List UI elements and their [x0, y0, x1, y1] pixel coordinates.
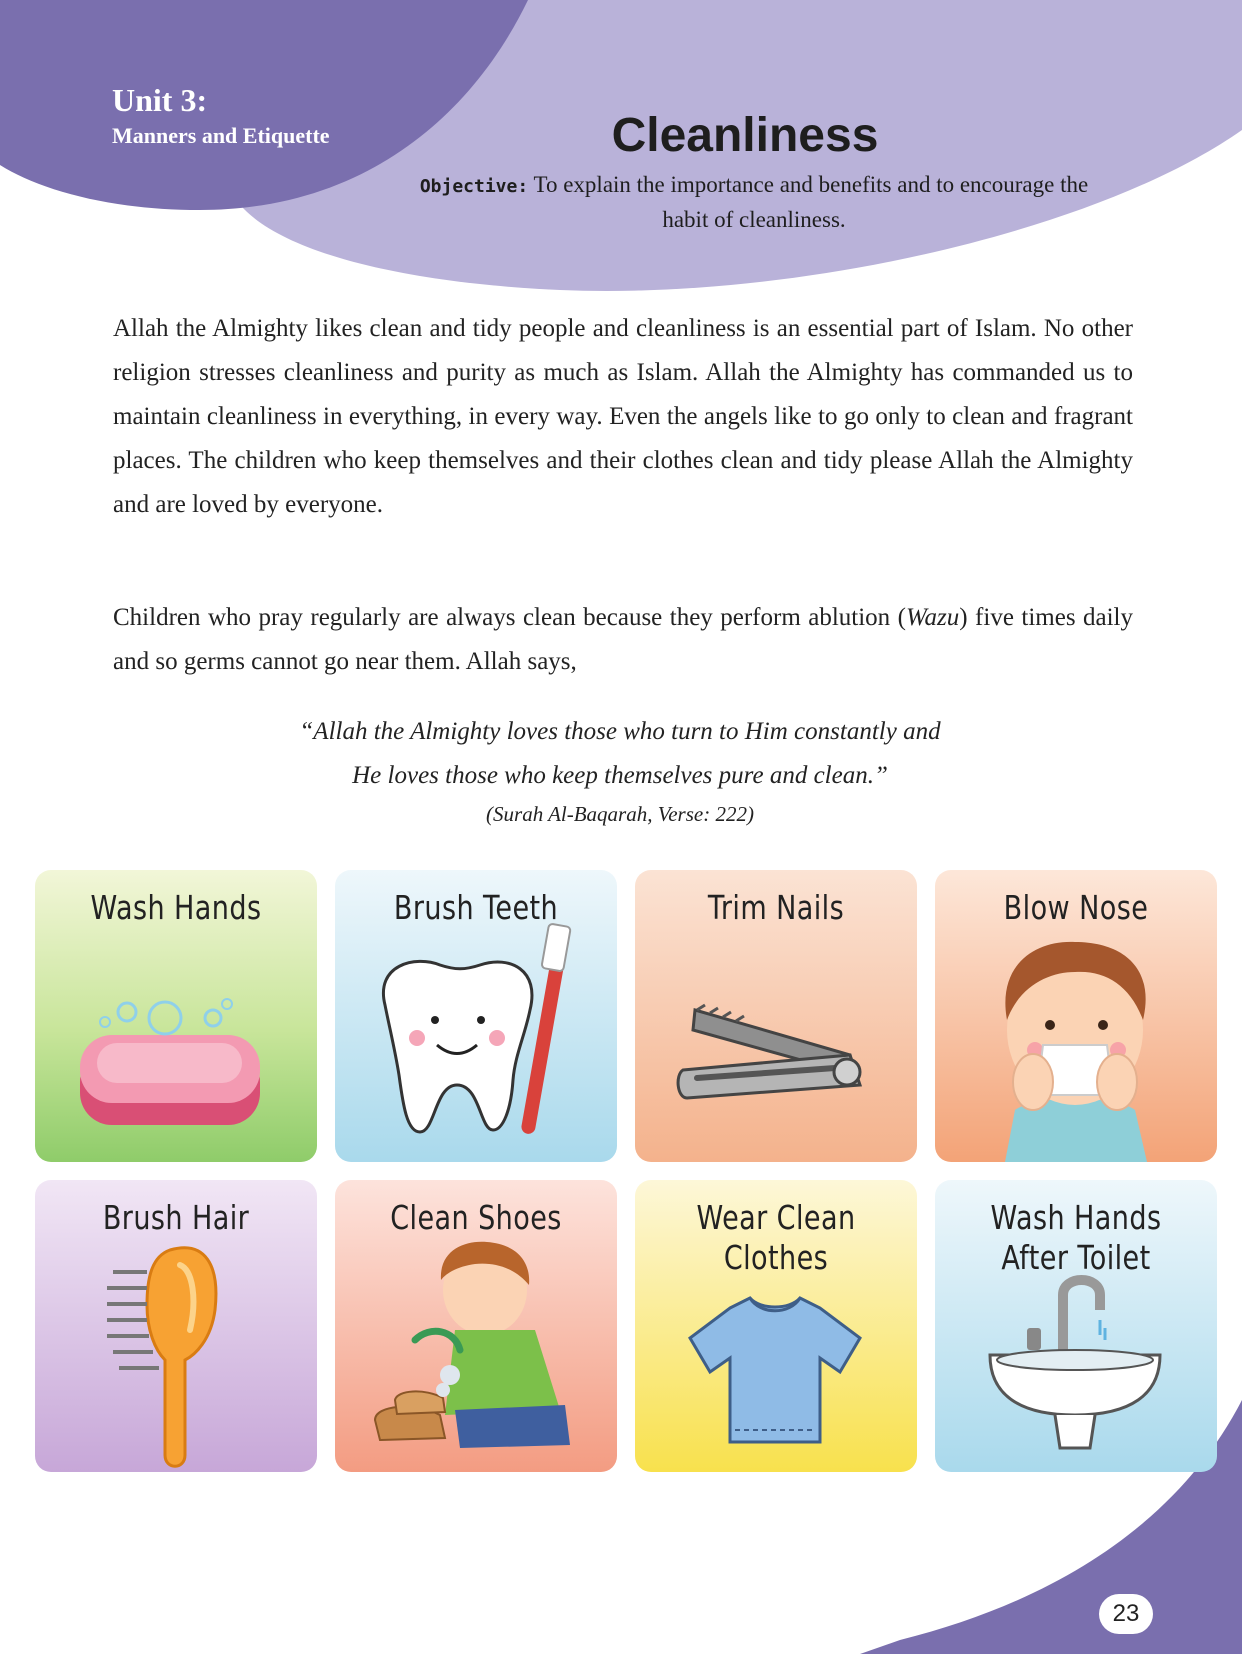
card-wash-hands-after-toilet — [935, 1180, 1217, 1472]
wazu-paragraph — [113, 596, 1133, 684]
wazu-paragraph-end: ) five times daily and so germs cannot go near them. Allah says, — [113, 604, 1134, 675]
card-wear-clean-clothes — [635, 1180, 917, 1472]
wazu-paragraph-start: Children who pray regularly are always clean because they perform ablution ( — [113, 604, 906, 631]
intro-paragraph: Allah the Almighty likes clean and tidy people and cleanliness is an essential part of Islam. No other religion stresses cleanliness and purity as much as Islam. Allah the Almighty has commanded us to maintain cleanliness in everything, in every way. Even the angels like to go only to clean and fragrant places. The children who keep themselves and their clothes clean and tidy please Allah the Almighty and are loved by everyone. — [113, 315, 1133, 518]
quran-quote — [180, 710, 1060, 798]
objective-text: To explain the importance and benefits and to encourage the habit of cleanliness. — [533, 172, 1089, 232]
card-label: Wear Clean Clothes — [696, 1198, 856, 1277]
page-title: Cleanliness — [611, 109, 879, 162]
card-label: Brush Hair — [102, 1198, 250, 1237]
card-trim-nails — [635, 870, 917, 1162]
unit-heading — [112, 82, 330, 149]
quote-line-2: He loves those who keep themselves pure and clean.” — [352, 762, 888, 789]
card-blow-nose — [935, 870, 1217, 1162]
card-label: Trim Nails — [707, 888, 845, 927]
quote-reference: (Surah Al-Baqarah, Verse: 222) — [486, 802, 754, 826]
objective — [418, 168, 1090, 236]
unit-number: Unit 3: — [112, 82, 208, 118]
card-label: Wash Hands After Toilet — [990, 1198, 1162, 1277]
unit-name: Manners and Etiquette — [112, 123, 330, 148]
card-label: Blow Nose — [1003, 888, 1149, 927]
card-label: Clean Shoes — [390, 1198, 562, 1237]
page-number: 23 — [1099, 1594, 1153, 1634]
quote-line-1: “Allah the Almighty loves those who turn to Him constantly and — [299, 718, 941, 745]
objective-label: Objective: — [419, 176, 529, 197]
card-label: Brush Teeth — [393, 888, 559, 927]
wazu-term: Wazu — [905, 604, 960, 631]
card-brush-hair — [35, 1180, 317, 1472]
card-wash-hands — [35, 870, 317, 1162]
card-label: Wash Hands — [90, 888, 262, 927]
card-brush-teeth — [335, 870, 617, 1162]
card-clean-shoes — [335, 1180, 617, 1472]
